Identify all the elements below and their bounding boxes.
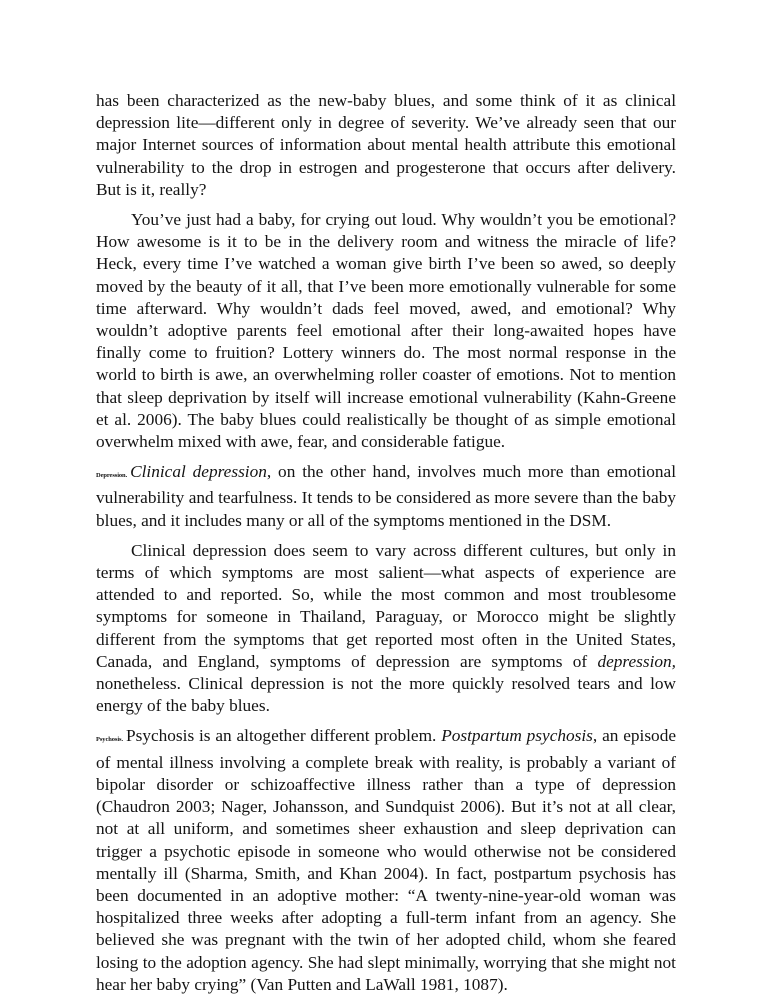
- run-in-heading-depression: Depression.: [96, 472, 128, 480]
- paragraph-text: Clinical depression does seem to vary across different cultures, but only in terms of which symptoms are most salient—what aspects of experience are attended to and reported. So, while the most common and most troublesome symptoms for someone in Thailand, Paraguay, or Morocco might be slightly different from the symptoms that get reported most often in the United States, Canada, and England, symptoms of depression are symptoms of: [96, 540, 676, 671]
- paragraph-text-continued: , an episode of mental illness involving a complete break with reality, is probably a variant of bipolar disorder or schizoaffective illness rather than a type of depression (Chaudron 2003; Nager, Johansson, and Sundquist 2006). But it’s not at all clear, not at all uniform, and sometimes sheer exhaustion and sleep deprivation can trigger a psychotic episode in someone who would otherwise not be considered mentally ill (Sharma, Smith, and Khan 2004). In fact, postpartum psychosis has been documented in an adoptive mother: “A twenty-nine-year-old woman was hospitalized three weeks after adopting a full-term infant from an agency. She believed she was pregnant with the twin of her adopted child, whom she feared losing to the adoption agency. She had slept minimally, worrying that she might not hear her baby crying” (Van Putten and LaWall 1981, 1087).: [96, 726, 677, 994]
- paragraph-postpartum-psychosis: [96, 725, 676, 995]
- emphasis-depression: depression,: [597, 651, 676, 671]
- paragraph-clinical-depression: [96, 461, 676, 532]
- paragraph-text: has been characterized as the new-baby blues, and some think of it as clinical depression lite—different only in degree of severity. We’ve already seen that our major Internet sources of information about mental health attribute this emotional vulnerability to the drop in estrogen and progesterone that occurs after delivery. But is it, really?: [96, 91, 676, 199]
- paragraph-text: , on the other hand, involves much more than emotional vulnerability and tearfulness. It tends to be considered as more severe than the baby blues, and it includes many or all of the symptoms mentioned in the DSM.: [96, 462, 676, 530]
- term-clinical-depression: Clinical depression: [130, 462, 267, 482]
- run-in-heading-psychosis: Psychosis.: [96, 736, 123, 744]
- term-postpartum-psychosis: Postpartum psychosis: [441, 726, 593, 746]
- paragraph-baby-blues-intro: [96, 90, 676, 201]
- paragraph-emotional-response: [96, 209, 676, 453]
- paragraph-text: Psychosis is an altogether different problem.: [126, 726, 442, 746]
- paragraph-text: You’ve just had a baby, for crying out loud. Why wouldn’t you be emotional? How awesome is it to be in the delivery room and witness the miracle of life? Heck, every time I’ve watched a woman give birth I’ve been so awed, so deeply moved by the beauty of it all, that I’ve been more emotionally vulnerable for some time afterward. Why wouldn’t dads feel moved, awed, and emotional? Why wouldn’t adoptive parents feel emotional after their long-awaited hopes have finally come to fruition? Lottery winners do. The most normal response in the world to birth is awe, an overwhelming roller coaster of emotions. Not to mention that sleep deprivation by itself will increase emotional vulnerability (Kahn-Greene et al. 2006). The baby blues could realistically be thought of as simple emotional overwhelm mixed with awe, fear, and considerable fatigue.: [96, 210, 676, 452]
- document-page: [96, 90, 676, 1004]
- paragraph-text-continued: nonetheless. Clinical depression is not the more quickly resolved tears and low energy of the baby blues.: [96, 674, 676, 716]
- paragraph-cultural-variation: [96, 540, 676, 718]
